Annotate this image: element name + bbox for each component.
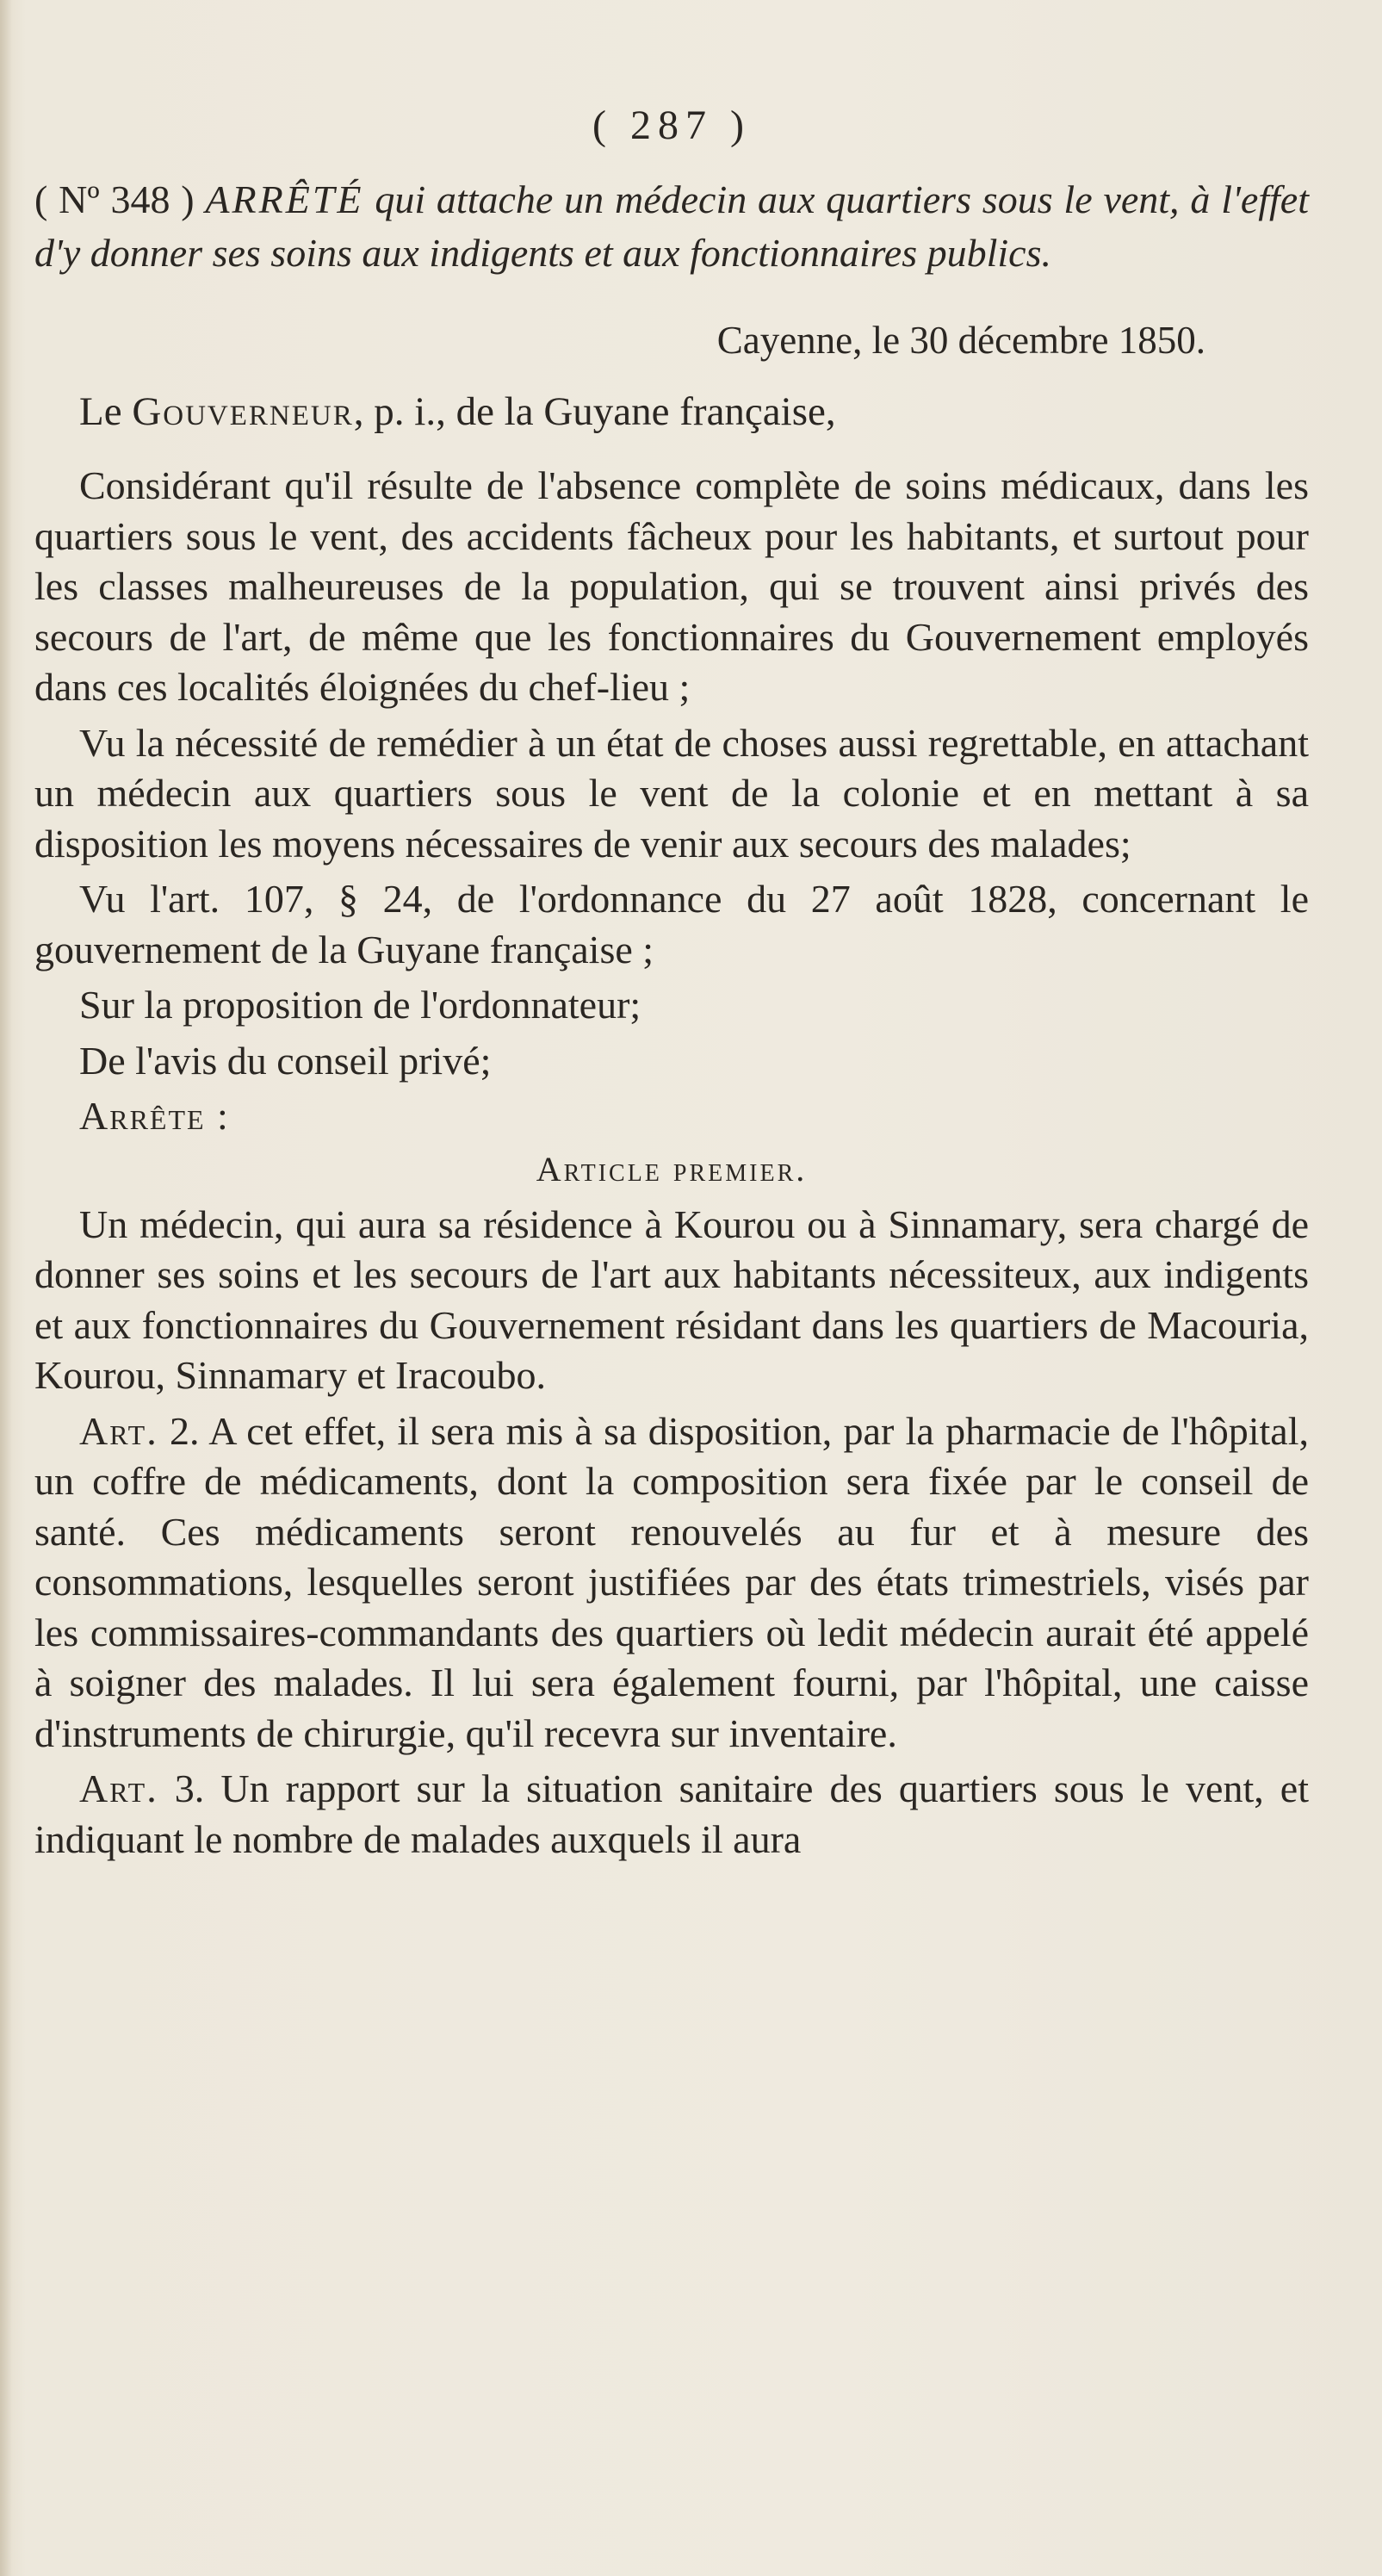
place-date: Cayenne, le 30 décembre 1850. — [716, 319, 1205, 362]
title-arrete: ARRÊTÉ — [205, 177, 364, 221]
page-number: ( 287 ) — [592, 102, 751, 148]
vu-article-paragraph: Vu l'art. 107, § 24, de l'ordonnance du 27 août 1828, concernant le gouvernement de la Guyane française ; — [34, 877, 1309, 971]
article-3-label: Art. — [79, 1766, 158, 1810]
article-2-label: Art. — [79, 1408, 158, 1453]
article-1-paragraph: Un médecin, qui aura sa résidence à Kourou ou à Sinnamary, sera chargé de donner ses soins et les secours de l'art aux habitants nécessiteux, aux indigents et aux fonctionnaires du Gouvernement résidant dans les quartiers de Macouria, Kourou, Sinnamary et Iracoubo. — [34, 1201, 1309, 1397]
gouverneur-line — [79, 388, 1309, 435]
article-2-paragraph — [34, 1406, 1309, 1760]
title-number: ( Nº 348 ) — [34, 177, 195, 221]
gutter-shadow — [0, 0, 12, 2576]
article-heading: Article premier. — [536, 1149, 808, 1189]
article-2-text: 2. A cet effet, il sera mis à sa disposition, par la pharmacie de l'hôpital, un coffre de médicaments, dont la composition sera fixée par le conseil de santé. Ces médicaments seront renouvelés au fur et à mesure des consommations, lesquelles seront justifiées par des états trimestriels, visés par les commissaires-commandants des quartiers où ledit médecin aurait été appelé à soigner des malades. Il lui sera également fourni, par l'hôpital, une caisse d'instruments de chirurgie, qu'il recevra sur inventaire. — [34, 1408, 1309, 1755]
title-description: qui attache un médecin aux quartiers sous le vent, à l'effet d'y donner ses soins aux indigents et aux fonctionnaires publics. — [34, 177, 1309, 275]
document-title — [34, 173, 1309, 280]
avis-line: De l'avis du conseil privé; — [79, 1038, 492, 1083]
arrete-label: Arrête : — [79, 1094, 230, 1138]
article-3-paragraph — [34, 1764, 1309, 1865]
considerant-paragraph: Considérant qu'il résulte de l'absence complète de soins médicaux, dans les quartiers sous le vent, des accidents fâcheux pour les habitants, et surtout pour les classes malheureuses de la population, qui se trouvent ainsi privés des secours de l'art, de même que les fonctionnaires du Gouvernement employés dans ces localités éloignées du chef-lieu ; — [34, 463, 1309, 709]
vu-necessite-paragraph: Vu la nécessité de remédier à un état de choses aussi regrettable, en attachant un médecin aux quartiers sous le vent de la colonie et en mettant à sa disposition les moyens nécessaires de venir aux secours des malades; — [34, 720, 1309, 866]
gouverneur-suffix: , p. i., de la Guyane française, — [353, 389, 836, 434]
gouverneur-prefix: Le — [79, 389, 133, 434]
article-3-text: 3. Un rapport sur la situation sanitaire des quartiers sous le vent, et indiquant le nombre de malades auxquels il aura — [34, 1766, 1309, 1861]
page-content — [34, 102, 1309, 1870]
gouverneur-title: Gouverneur — [132, 389, 354, 434]
proposition-line: Sur la proposition de l'ordonnateur; — [79, 983, 641, 1027]
